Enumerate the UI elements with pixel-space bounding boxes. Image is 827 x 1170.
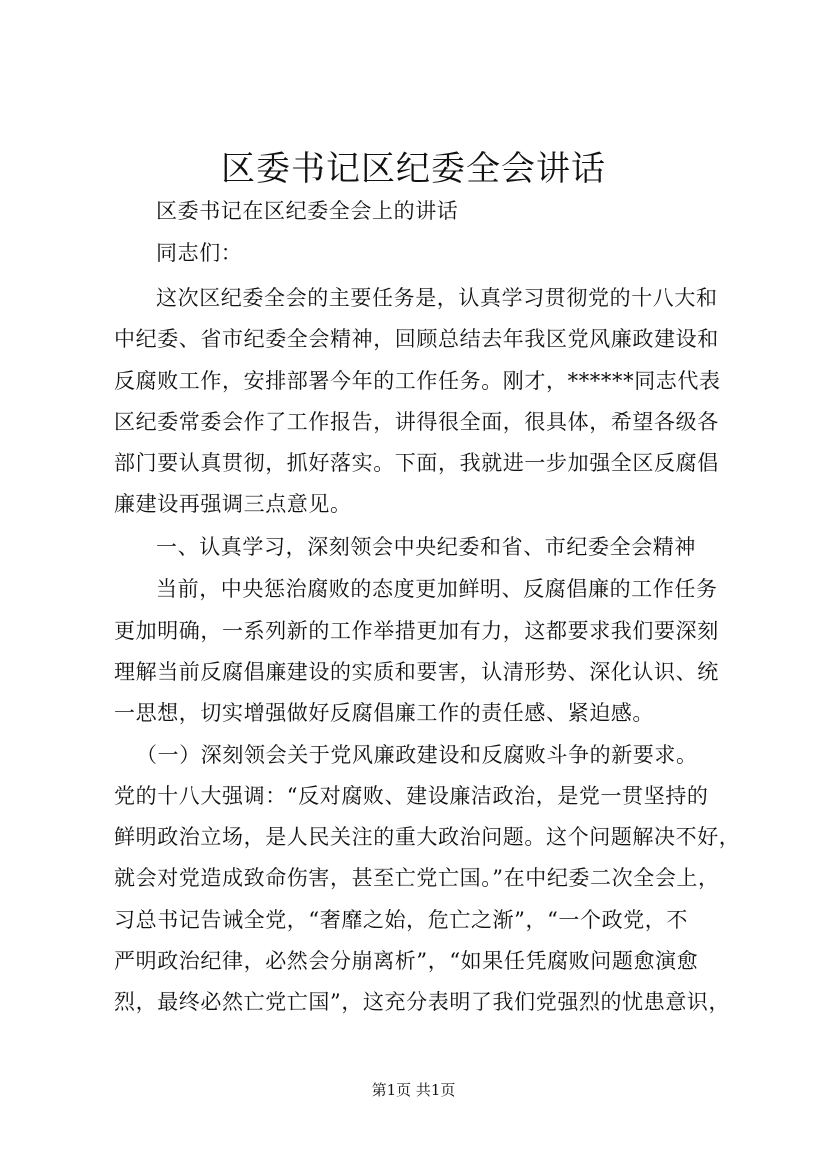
subsection-heading: （一）深刻领会关于党风廉政建设和反腐败斗争的新要求。 bbox=[136, 743, 698, 767]
document-title: 区委书记区纪委全会讲话 bbox=[221, 149, 606, 189]
body-line: 更加明确，一系列新的工作举措更加有力，这都要求我们要深刻 bbox=[114, 619, 719, 643]
body-line: 区纪委常委会作了工作报告，讲得很全面，很具体，希望各级各 bbox=[114, 410, 719, 434]
body-line: 党的十八大强调：“反对腐败、建设廉洁政治，是党一贯坚持的 bbox=[114, 784, 709, 808]
page-number-footer: 第1页 共1页 bbox=[371, 1081, 456, 1099]
body-line: 鲜明政治立场，是人民关注的重大政治问题。这个问题解决不好， bbox=[114, 825, 741, 849]
salutation-line: 同志们： bbox=[156, 241, 243, 265]
body-line: 反腐败工作，安排部署今年的工作任务。刚才，******同志代表 bbox=[114, 369, 721, 393]
body-line: 就会对党造成致命伤害，甚至亡党亡国。”在中纪委二次全会上， bbox=[114, 866, 720, 890]
body-line: 当前，中央惩治腐败的态度更加鲜明、反腐倡廉的工作任务 bbox=[156, 577, 718, 601]
section-heading: 一、认真学习，深刻领会中央纪委和省、市纪委全会精神 bbox=[156, 535, 696, 559]
body-line: 严明政治纪律，必然会分崩离析”，“如果任凭腐败问题愈演愈 bbox=[114, 949, 699, 973]
body-line: 中纪委、省市纪委全会精神，回顾总结去年我区党风廉政建设和 bbox=[114, 327, 719, 351]
subtitle-line: 区委书记在区纪委全会上的讲话 bbox=[156, 199, 459, 223]
body-line: 理解当前反腐倡廉建设的实质和要害，认清形势、深化认识、统 bbox=[114, 660, 719, 684]
body-line: 烈，最终必然亡党亡国”，这充分表明了我们党强烈的忧患意识， bbox=[114, 990, 731, 1014]
body-line: 廉建设再强调三点意见。 bbox=[114, 492, 352, 516]
body-line: 这次区纪委全会的主要任务是，认真学习贯彻党的十八大和 bbox=[156, 286, 718, 310]
body-line: 一思想，切实增强做好反腐倡廉工作的责任感、紧迫感。 bbox=[114, 701, 654, 725]
body-line: 习总书记告诫全党，“奢靡之始，危亡之渐”，“一个政党，不 bbox=[114, 908, 689, 932]
body-line: 部门要认真贯彻，抓好落实。下面，我就进一步加强全区反腐倡 bbox=[114, 451, 719, 475]
